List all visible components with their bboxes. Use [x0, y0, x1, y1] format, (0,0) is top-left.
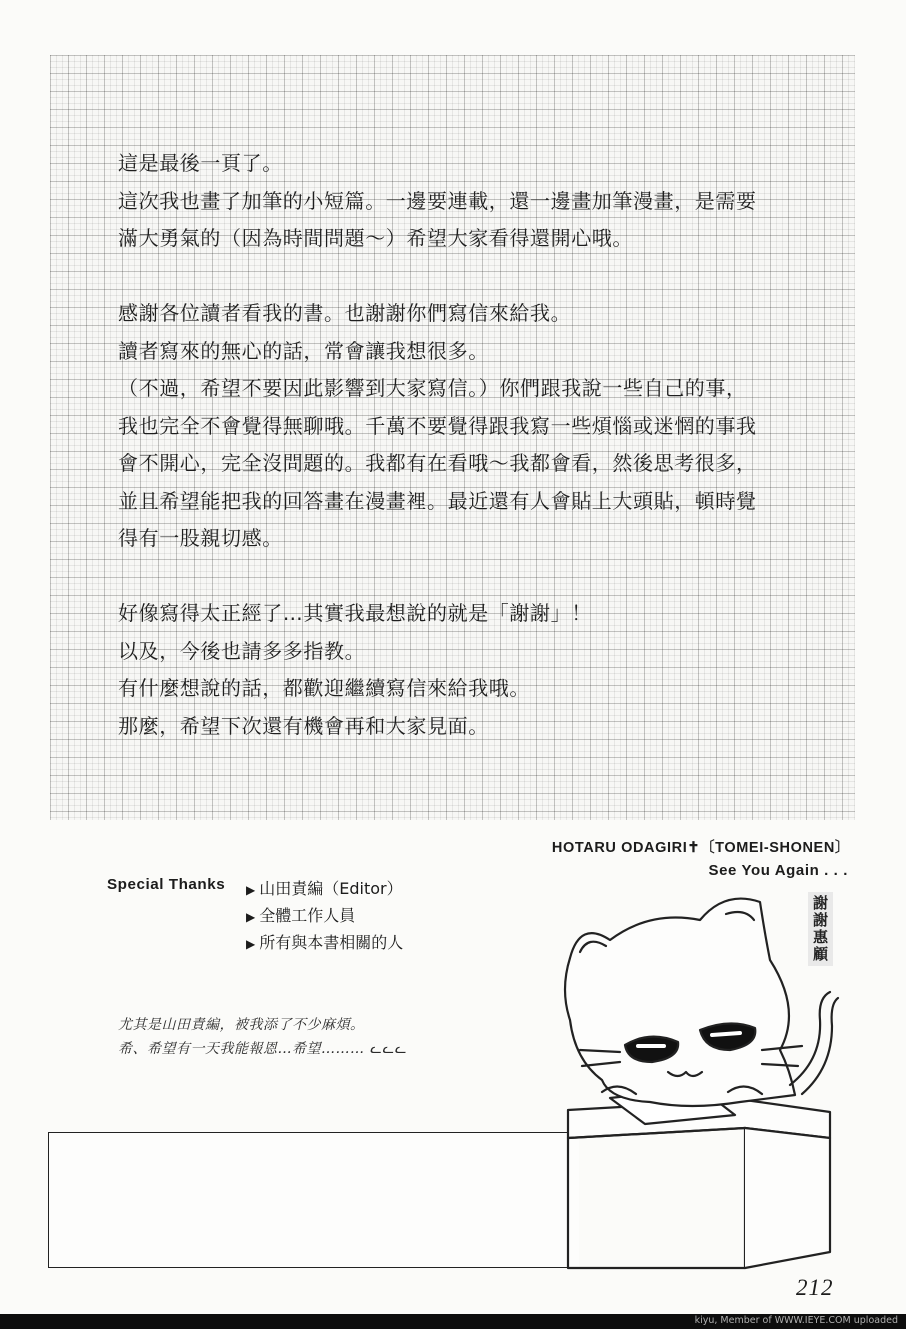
letter-line: 讀者寫來的無心的話，常會讓我想很多。: [118, 338, 489, 363]
letter-paragraph: [118, 595, 818, 745]
letter-line: 以及，今後也請多多指教。: [118, 638, 366, 663]
letter-line: 有什麼想說的話，都歡迎繼續寫信來給我哦。: [118, 676, 530, 700]
empty-frame-box: [48, 1132, 579, 1268]
note-line: 希、希望有一天我能報恩…希望……… ᓚᓚᓚ: [118, 1041, 407, 1057]
thanks-item: [246, 876, 403, 903]
thanks-item-text: 所有與本書相關的人: [259, 933, 404, 952]
letter-line: 並且希望能把我的回答畫在漫畫裡。最近還有人會貼上大頭貼，頓時覺: [118, 488, 757, 513]
thanks-item: [246, 903, 403, 930]
arrow-right-icon: ▶: [246, 883, 256, 897]
letter-paragraph: [118, 295, 818, 558]
thanks-item-text: 全體工作人員: [259, 906, 356, 925]
letter-line: 好像寫得太正經了…其實我最想說的就是「謝謝」！: [118, 601, 592, 625]
letter-line: （不過，希望不要因此影響到大家寫信。）你們跟我說一些自己的事，: [118, 376, 747, 400]
page-number: 212: [796, 1275, 834, 1300]
thanks-item-text: 山田責編（Editor）: [259, 879, 403, 898]
letter-line: 感謝各位讀者看我的書。也謝謝你們寫信來給我。: [118, 301, 572, 325]
arrow-right-icon: ▶: [246, 910, 256, 924]
special-thanks-label: Special Thanks: [107, 877, 226, 893]
letter-line: 得有一股親切感。: [118, 526, 283, 550]
letter-line: 我也完全不會覺得無聊哦。千萬不要覺得跟我寫一些煩惱或迷惘的事我: [118, 413, 757, 438]
special-thanks-list: [246, 876, 403, 957]
footer-credit: kiyu, Member of WWW.IEYE.COM uploaded: [694, 1315, 898, 1326]
note-line: 尤其是山田責編，被我添了不少麻煩。: [118, 1017, 365, 1033]
letter-line: 滿大勇氣的（因為時間問題～）希望大家看得還開心哦。: [118, 226, 633, 250]
letter-line: 這次我也畫了加筆的小短篇。一邊要連載，還一邊畫加筆漫畫，是需要: [118, 188, 757, 213]
letter-paragraph: [118, 145, 818, 258]
thank-you-vertical-text: 謝謝惠顧: [808, 892, 833, 966]
afterword-letter: [118, 145, 818, 745]
arrow-right-icon: ▶: [246, 937, 256, 951]
thanks-item: [246, 930, 403, 957]
letter-line: 那麼，希望下次還有機會再和大家見面。: [118, 713, 489, 738]
letter-line: 會不開心，完全沒問題的。我都有在看哦～我都會看，然後思考很多，: [118, 451, 757, 475]
handwritten-note: [118, 1013, 407, 1061]
author-credit: HOTARU ODAGIRI✝〔TOMEI-SHONEN〕: [551, 840, 850, 856]
see-you-again-text: See You Again . . .: [708, 862, 848, 879]
letter-line: 這是最後一頁了。: [118, 151, 283, 175]
